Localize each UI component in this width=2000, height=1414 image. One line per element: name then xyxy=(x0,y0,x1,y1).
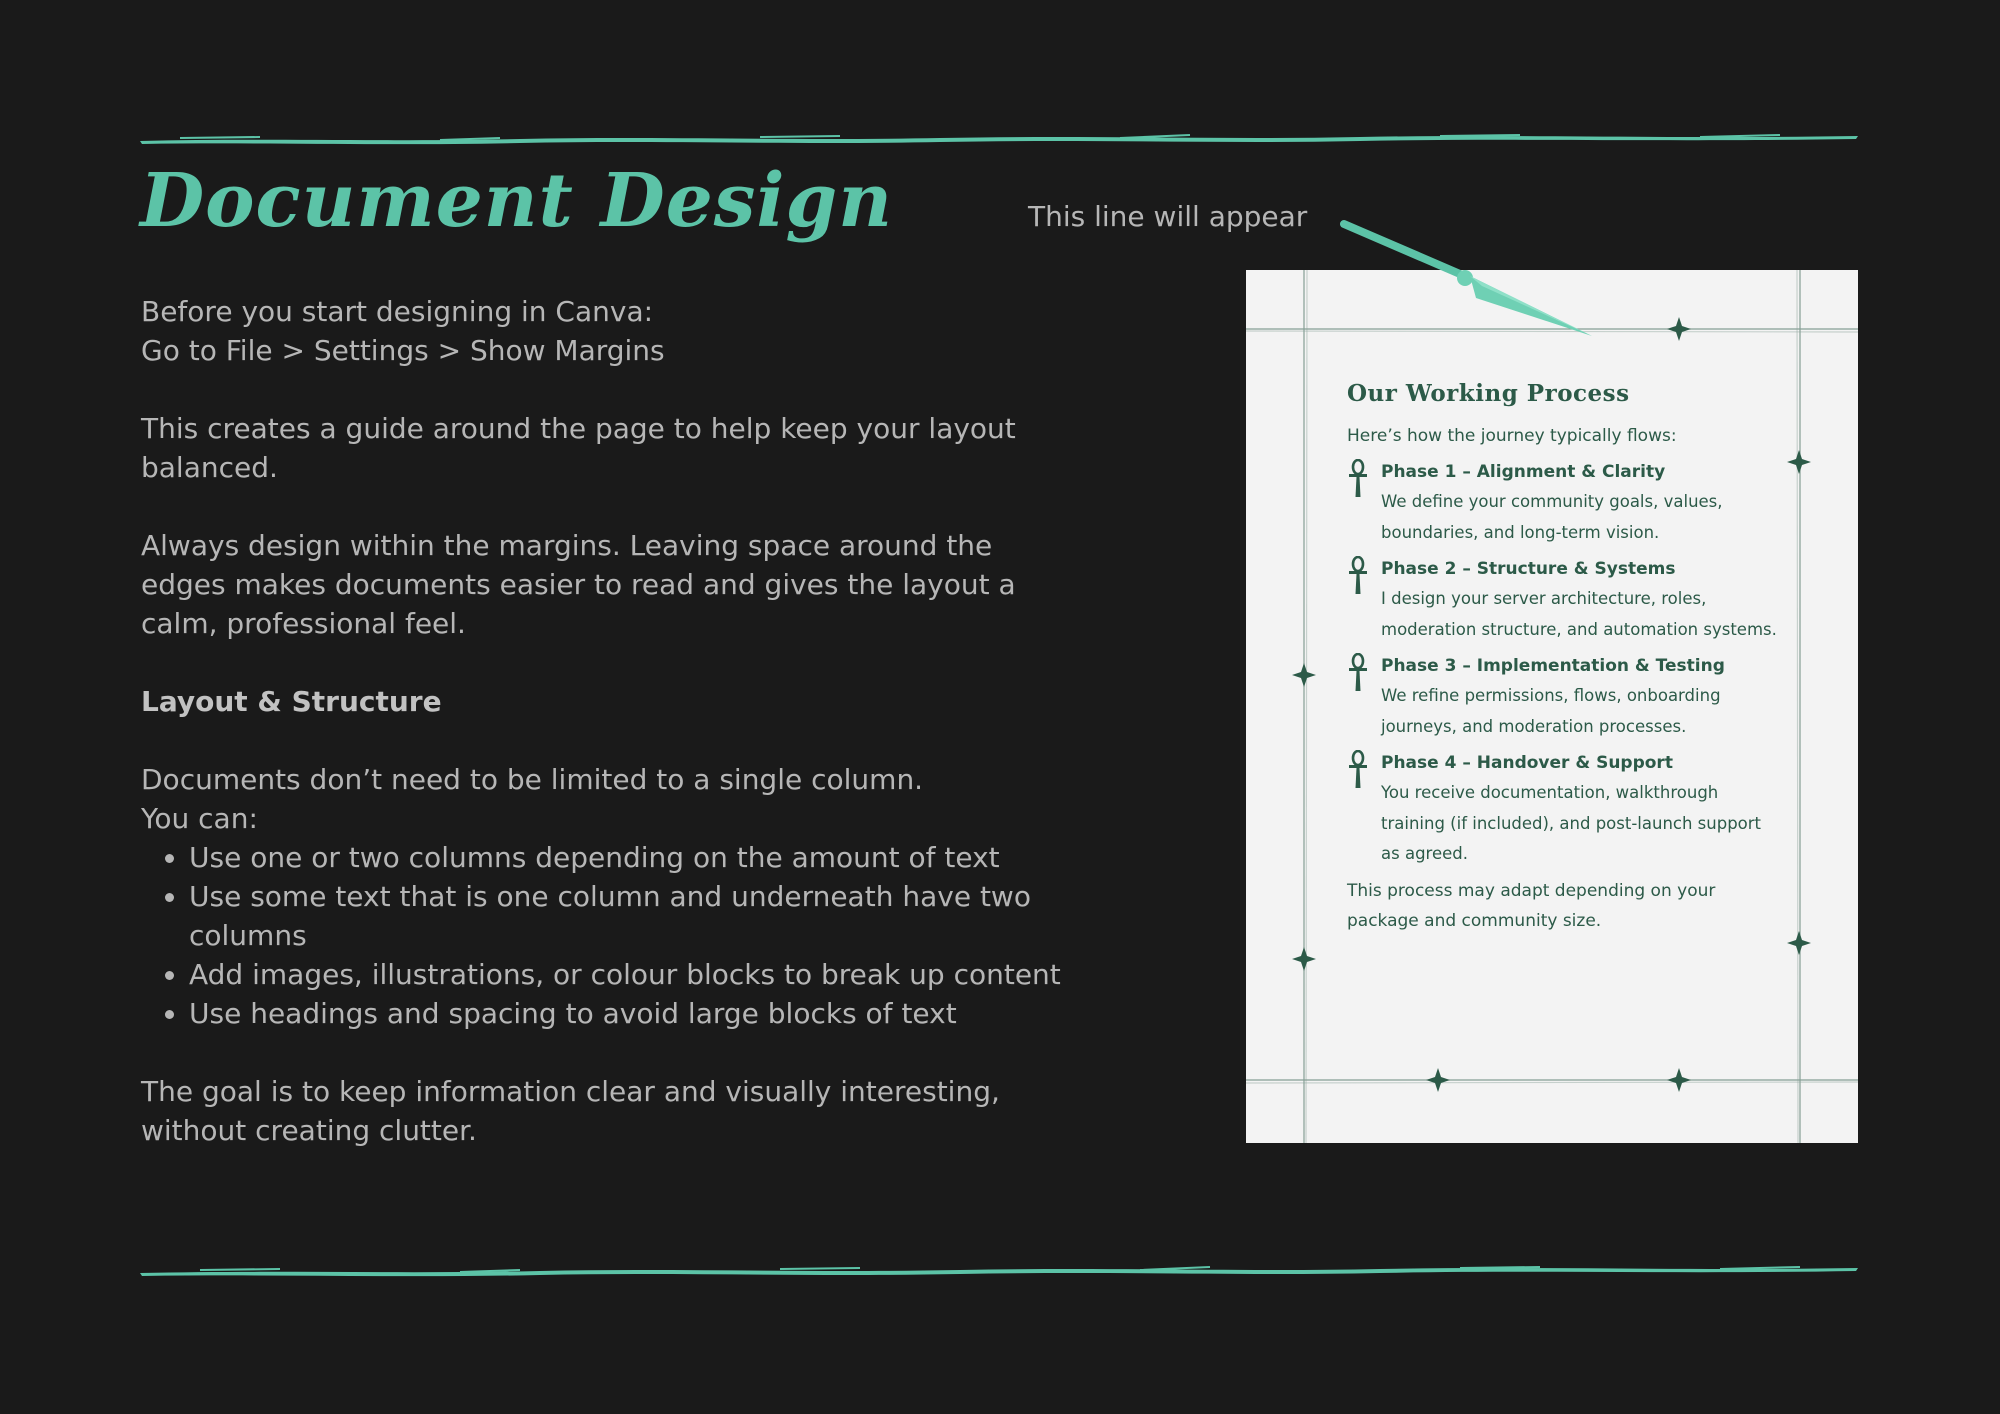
ankh-icon xyxy=(1347,750,1369,790)
phase-title: Phase 2 – Structure & Systems xyxy=(1381,559,1676,579)
intro-line-1: Before you start designing in Canva: xyxy=(141,295,654,328)
sheet-content xyxy=(1347,380,1777,937)
phase-text: We refine permissions, flows, onboarding journeys, and moderation processes. xyxy=(1381,686,1721,736)
phase-title: Phase 4 – Handover & Support xyxy=(1381,753,1673,773)
intro-line-2: Go to File > Settings > Show Margins xyxy=(141,334,665,367)
list-item: • Use headings and spacing to avoid large blocks of text xyxy=(189,994,1071,1033)
columns-paragraph xyxy=(141,760,1071,838)
preview-sheet xyxy=(1246,270,1858,1143)
brush-divider-bottom xyxy=(140,1264,1858,1278)
tips-list xyxy=(141,838,1071,1033)
sheet-title: Our Working Process xyxy=(1347,380,1630,407)
columns-line-2: You can: xyxy=(141,802,258,835)
crystal-pointer-icon xyxy=(1330,212,1600,342)
phase-item xyxy=(1347,651,1777,742)
closing-paragraph: The goal is to keep information clear and visually interesting, without creating clutter. xyxy=(141,1075,1000,1147)
four-point-star-icon xyxy=(1667,1068,1691,1092)
columns-line-1: Documents don’t need to be limited to a single column. xyxy=(141,763,924,796)
design-paragraph: Always design within the margins. Leaving space around the edges makes documents easier to read and gives the layout a calm, professional feel. xyxy=(141,529,1016,640)
list-item: • Use one or two columns depending on the amount of text xyxy=(189,838,1071,877)
phase-item xyxy=(1347,554,1777,645)
phase-title: Phase 1 – Alignment & Clarity xyxy=(1381,462,1666,482)
list-item: • Add images, illustrations, or colour blocks to break up content xyxy=(189,955,1071,994)
phase-item xyxy=(1347,457,1777,548)
phase-text: I design your server architecture, roles, moderation structure, and automation systems. xyxy=(1381,589,1777,639)
page-title: Document Design xyxy=(140,158,894,244)
phase-text: We define your community goals, values, boundaries, and long-term vision. xyxy=(1381,492,1723,542)
list-item: • Use some text that is one column and underneath have two columns xyxy=(189,877,1071,955)
ankh-icon xyxy=(1347,556,1369,596)
phase-item xyxy=(1347,748,1777,870)
body-column xyxy=(141,292,1071,1189)
four-point-star-icon xyxy=(1667,317,1691,341)
section-subheading: Layout & Structure xyxy=(141,685,442,718)
phase-text: You receive documentation, walkthrough training (if included), and post-launch support as agreed. xyxy=(1381,783,1762,863)
sheet-outro: This process may adapt depending on your package and community size. xyxy=(1347,880,1716,931)
phase-title: Phase 3 – Implementation & Testing xyxy=(1381,656,1725,676)
four-point-star-icon xyxy=(1787,450,1811,474)
ankh-icon xyxy=(1347,459,1369,499)
brush-divider-top xyxy=(140,132,1858,146)
annotation-label: This line will appear xyxy=(1028,200,1308,233)
intro-paragraph xyxy=(141,292,1071,370)
sheet-intro: Here’s how the journey typically flows: xyxy=(1347,426,1677,446)
four-point-star-icon xyxy=(1787,931,1811,955)
margins-paragraph: This creates a guide around the page to help keep your layout balanced. xyxy=(141,412,1016,484)
four-point-star-icon xyxy=(1426,1068,1450,1092)
four-point-star-icon xyxy=(1292,663,1316,687)
ankh-icon xyxy=(1347,653,1369,693)
four-point-star-icon xyxy=(1292,947,1316,971)
